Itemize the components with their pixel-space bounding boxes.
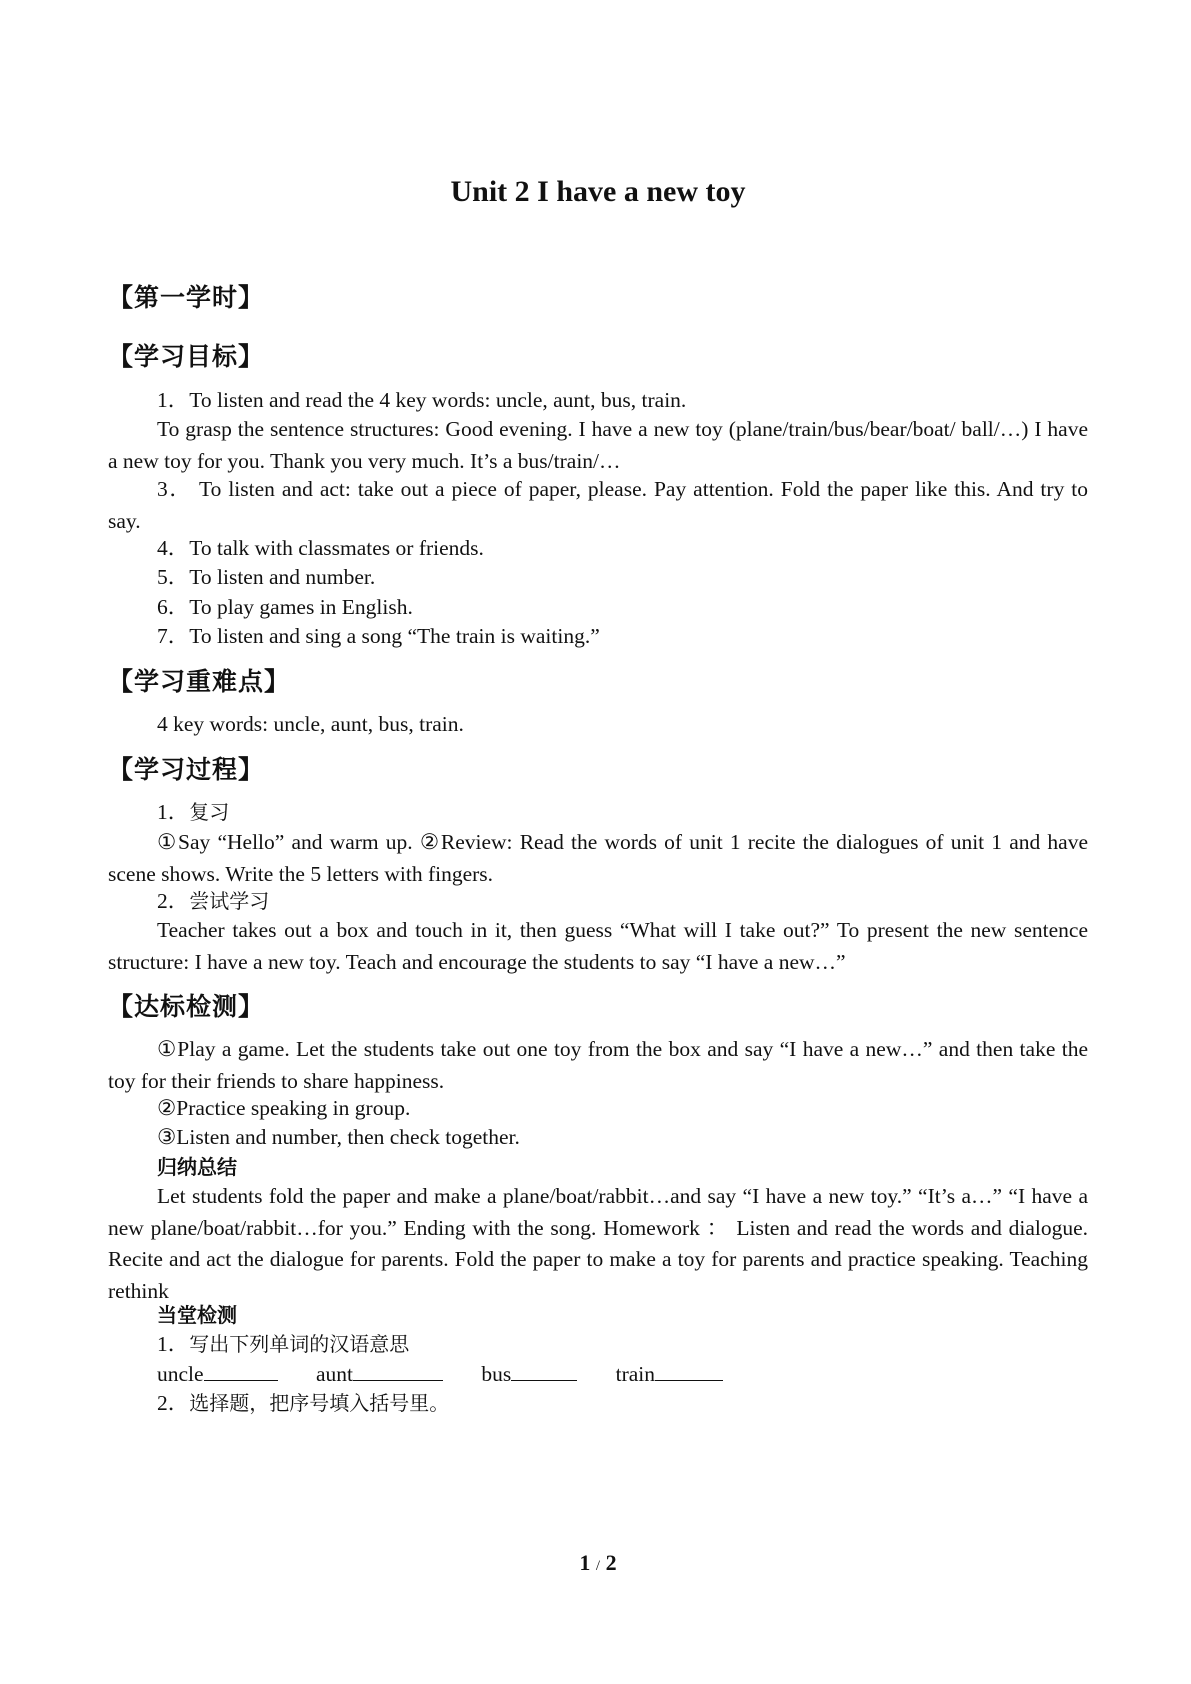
- assessment-item-1: ①Play a game. Let the students take out one toy from the box and say “I have a new…” and then take the toy for their friends to share happiness.: [108, 1037, 1088, 1093]
- page-number: [108, 1548, 1088, 1581]
- page-separator: /: [595, 1558, 601, 1574]
- section-key-points: 【学习重难点】: [108, 667, 291, 696]
- section-assessment: 【达标检测】: [108, 992, 265, 1021]
- process-step-2-label: 尝试学习: [189, 889, 270, 913]
- answer-blank-aunt[interactable]: [353, 1360, 443, 1381]
- question-2-number: 2．: [157, 1391, 190, 1415]
- question-2-text: 选择题，把序号填入括号里。: [189, 1391, 450, 1415]
- document-page: [108, 0, 1088, 1684]
- word-blank-train: [616, 1359, 723, 1391]
- objective-item-4: 4．To talk with classmates or friends.: [157, 536, 484, 560]
- process-step-2: [157, 886, 269, 918]
- objective-item-2: To grasp the sentence structures: Good evening. I have a new toy (plane/train/bus/bear/boat/ ball/…) I have a new toy for you. Thank you very much. It’s a bus/train/…: [108, 417, 1088, 473]
- word-train: train: [615, 1362, 655, 1386]
- objective-item-1: 1．To listen and read the 4 key words: uncle, aunt, bus, train.: [157, 388, 687, 412]
- page-current: 1: [579, 1550, 591, 1575]
- assessment-item-3: ③Listen and number, then check together.: [157, 1125, 520, 1149]
- word-bus: bus: [481, 1362, 512, 1386]
- objective-item-7: 7．To listen and sing a song “The train is waiting.”: [157, 624, 600, 648]
- objective-item-3: 3． To listen and act: take out a piece of paper, please. Pay attention. Fold the paper like this. And try to say.: [108, 477, 1088, 533]
- objective-item-5: 5．To listen and number.: [157, 565, 376, 589]
- process-step-1-text: ①Say “Hello” and warm up. ②Review: Read the words of unit 1 recite the dialogues of unit 1 and have scene shows. Write the 5 letters with fingers.: [108, 830, 1088, 886]
- answer-blank-train[interactable]: [655, 1360, 723, 1381]
- objective-item-6: 6．To play games in English.: [157, 595, 413, 619]
- question-1: [157, 1329, 409, 1361]
- word-blank-uncle: [157, 1359, 278, 1391]
- process-step-2-number: 2．: [157, 889, 190, 913]
- word-blanks: [157, 1359, 756, 1391]
- word-uncle: uncle: [157, 1362, 204, 1386]
- word-aunt: aunt: [315, 1362, 353, 1386]
- summary-heading: 归纳总结: [157, 1155, 237, 1179]
- answer-blank-bus[interactable]: [511, 1360, 577, 1381]
- process-step-1-label: 复习: [189, 800, 230, 824]
- process-step-2-text: Teacher takes out a box and touch in it, then guess “What will I take out?” To present the new sentence structure: I have a new toy. Teach and encourage the students to say “I have a new…”: [108, 918, 1088, 974]
- section-lesson-one: 【第一学时】: [108, 283, 265, 312]
- process-step-1-number: 1．: [157, 800, 190, 824]
- section-objectives: 【学习目标】: [108, 342, 265, 371]
- document-title: Unit 2 I have a new toy: [450, 175, 746, 208]
- section-process: 【学习过程】: [108, 755, 265, 784]
- process-step-1: [157, 797, 229, 829]
- word-blank-bus: [481, 1359, 577, 1391]
- check-heading: 当堂检测: [157, 1303, 237, 1327]
- question-2: [157, 1388, 449, 1420]
- page-total: 2: [605, 1550, 617, 1575]
- key-points-text: 4 key words: uncle, aunt, bus, train.: [157, 712, 464, 736]
- question-1-text: 写出下列单词的汉语意思: [189, 1332, 410, 1356]
- answer-blank-uncle[interactable]: [204, 1360, 278, 1381]
- word-blank-aunt: [316, 1359, 443, 1391]
- summary-text: Let students fold the paper and make a plane/boat/rabbit…and say “I have a new toy.” “It’s a…” “I have a new plane/boat/rabbit…for you.” Ending with the song. Homework ： Listen and read the words and dialogue. Recite and act the dialogue for parents. Fold the paper to make a toy for parents and practice speaking. Teaching rethink: [108, 1184, 1088, 1303]
- assessment-item-2: ②Practice speaking in group.: [157, 1096, 411, 1120]
- question-1-number: 1．: [157, 1332, 190, 1356]
